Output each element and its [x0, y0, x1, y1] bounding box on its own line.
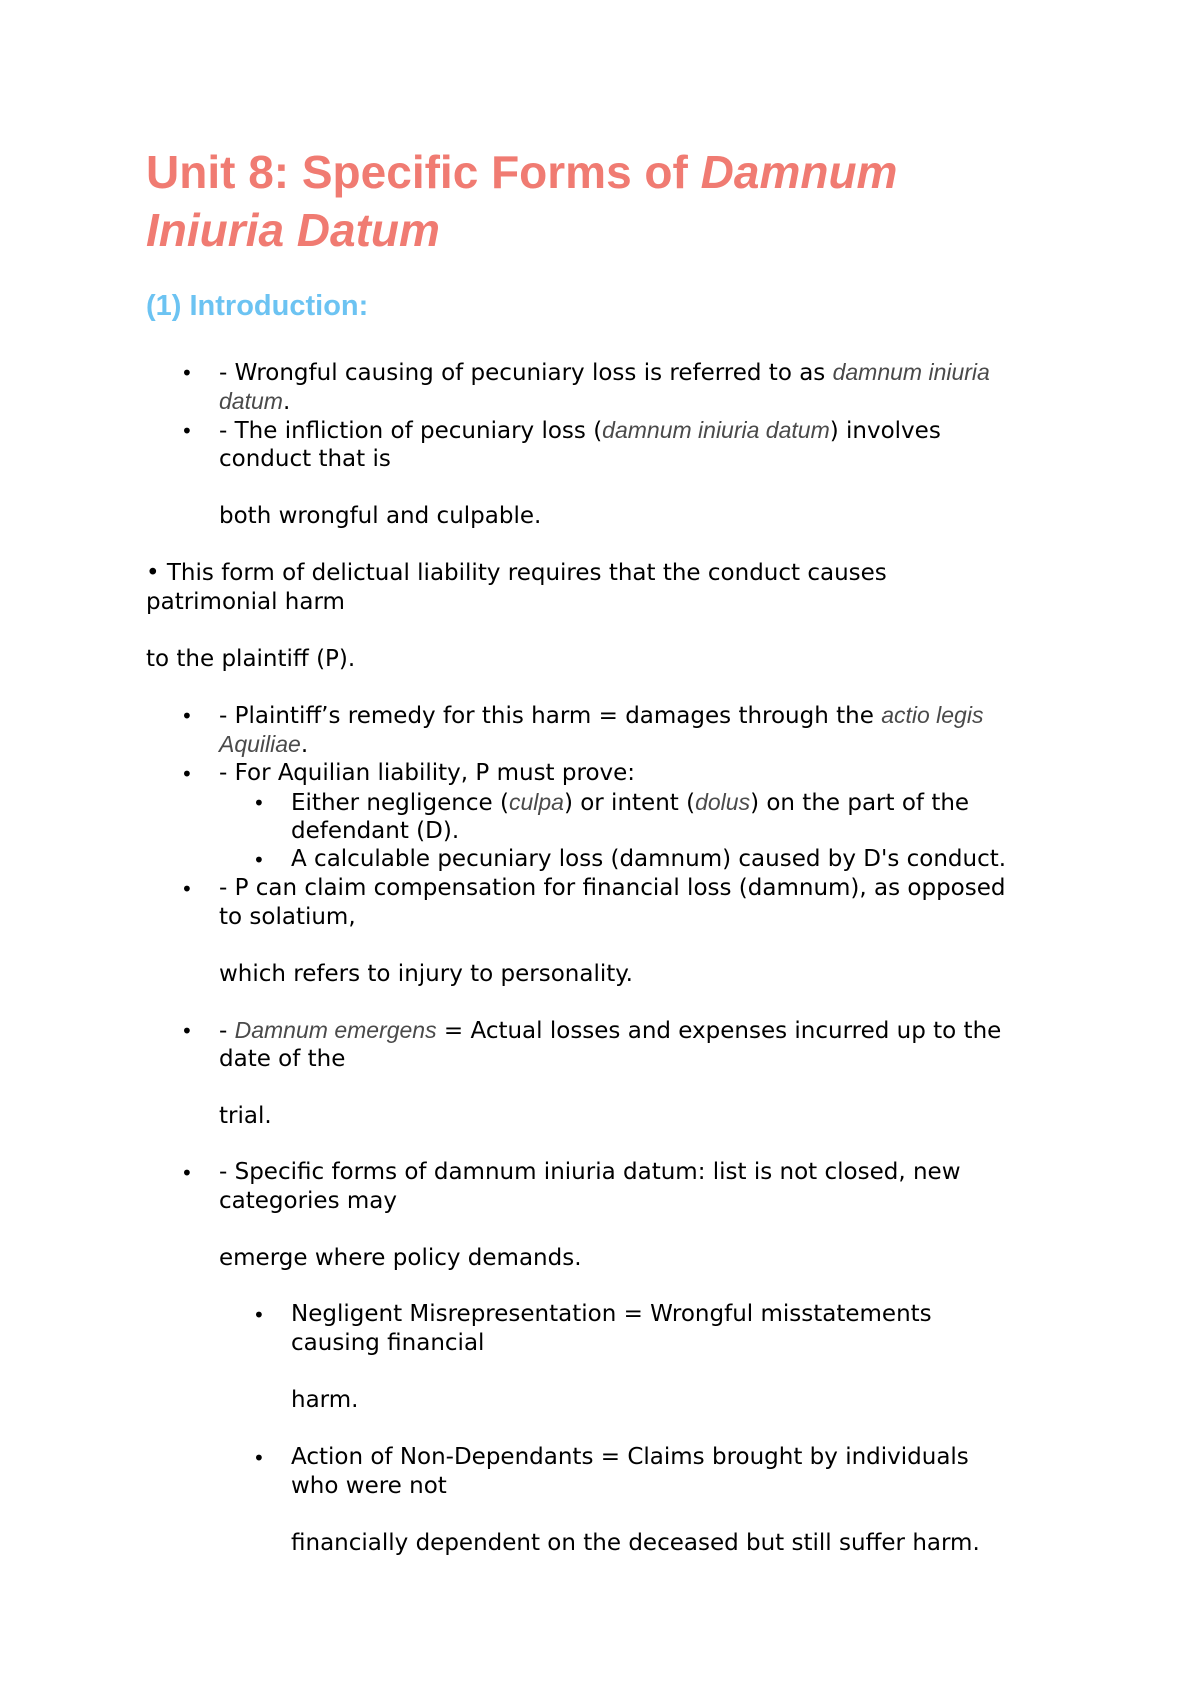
italic-term: datum [219, 388, 283, 414]
sub-list-item-line: A calculable pecuniary loss (damnum) caused by D's conduct. [291, 846, 1007, 872]
list-item-line: both wrongful and culpable. [219, 503, 542, 529]
italic-term: damnum iniuria [832, 359, 990, 385]
bullet-marker: • [181, 419, 193, 443]
italic-term: culpa [508, 789, 564, 815]
sub-list-item-line: defendant (D). [291, 818, 460, 844]
list-item-line: emerge where policy demands. [219, 1245, 582, 1271]
list-item-line: which refers to injury to personality. [219, 961, 633, 987]
text-run: ) on the part of the [750, 790, 970, 816]
sub-list-item-line: harm. [291, 1387, 359, 1413]
list-item-line [219, 1016, 1001, 1046]
list-item-line: trial. [219, 1103, 272, 1129]
list-item-line: to solatium, [219, 904, 356, 930]
sub-list-item-line: who were not [291, 1473, 447, 1499]
paragraph-line: • This form of delictual liability requires that the conduct causes [146, 560, 887, 586]
list-item-line: date of the [219, 1046, 346, 1072]
list-item-line [219, 358, 990, 388]
sub-bullet-marker: • [253, 1446, 265, 1470]
text-run: - [219, 1018, 235, 1044]
italic-term: dolus [695, 789, 751, 815]
text-run: - Wrongful causing of pecuniary loss is referred to as [219, 360, 833, 386]
list-item-line [219, 701, 983, 731]
text-run: Either negligence ( [291, 790, 509, 816]
sub-list-item-line [291, 788, 969, 818]
list-item-line [219, 387, 290, 417]
text-run: . [300, 732, 309, 758]
bullet-marker: • [181, 1161, 193, 1185]
bullet-marker: • [181, 762, 193, 786]
italic-term: damnum iniuria datum [602, 417, 830, 443]
sub-list-item-line: Negligent Misrepresentation = Wrongful misstatements [291, 1301, 932, 1327]
bullet-marker: • [181, 877, 193, 901]
list-item-line: - For Aquilian liability, P must prove: [219, 760, 636, 786]
sub-bullet-marker: • [253, 848, 265, 872]
bullet-marker: • [181, 704, 193, 728]
text-run: ) involves [829, 418, 941, 444]
list-item-line: - P can claim compensation for financial loss (damnum), as opposed [219, 875, 1006, 901]
list-item-line: - Specific forms of damnum iniuria datum: list is not closed, new [219, 1159, 961, 1185]
page-title [146, 143, 1046, 259]
bullet-marker: • [181, 361, 193, 385]
paragraph-line: patrimonial harm [146, 589, 345, 615]
title-text: Unit 8: Specific Forms of [146, 146, 701, 198]
sub-list-item-line: causing financial [291, 1330, 485, 1356]
section-heading-introduction: (1) Introduction: [146, 290, 369, 322]
text-run: . [282, 389, 291, 415]
bullet-marker: • [181, 1019, 193, 1043]
title-italic-damnum: Damnum [700, 146, 898, 198]
list-item-line: conduct that is [219, 446, 391, 472]
list-item-line [219, 416, 941, 446]
sub-bullet-marker: • [253, 791, 265, 815]
list-item-line [219, 730, 308, 760]
italic-term: Damnum emergens [234, 1017, 437, 1043]
text-run: - Plaintiff’s remedy for this harm = damages through the [219, 703, 882, 729]
paragraph-line: to the plaintiff (P). [146, 646, 356, 672]
sub-list-item-line: financially dependent on the deceased but still suffer harm. [291, 1530, 980, 1556]
sub-bullet-marker: • [253, 1303, 265, 1327]
text-run: ) or intent ( [563, 790, 696, 816]
sub-list-item-line: Action of Non-Dependants = Claims brought by individuals [291, 1444, 969, 1470]
list-item-line: categories may [219, 1188, 397, 1214]
italic-term: actio legis [881, 702, 984, 728]
text-run: - The infliction of pecuniary loss ( [219, 418, 603, 444]
title-italic-iniuria-datum: Iniuria Datum [146, 204, 440, 256]
italic-term: Aquiliae [219, 731, 301, 757]
text-run: = Actual losses and expenses incurred up to the [436, 1018, 1002, 1044]
